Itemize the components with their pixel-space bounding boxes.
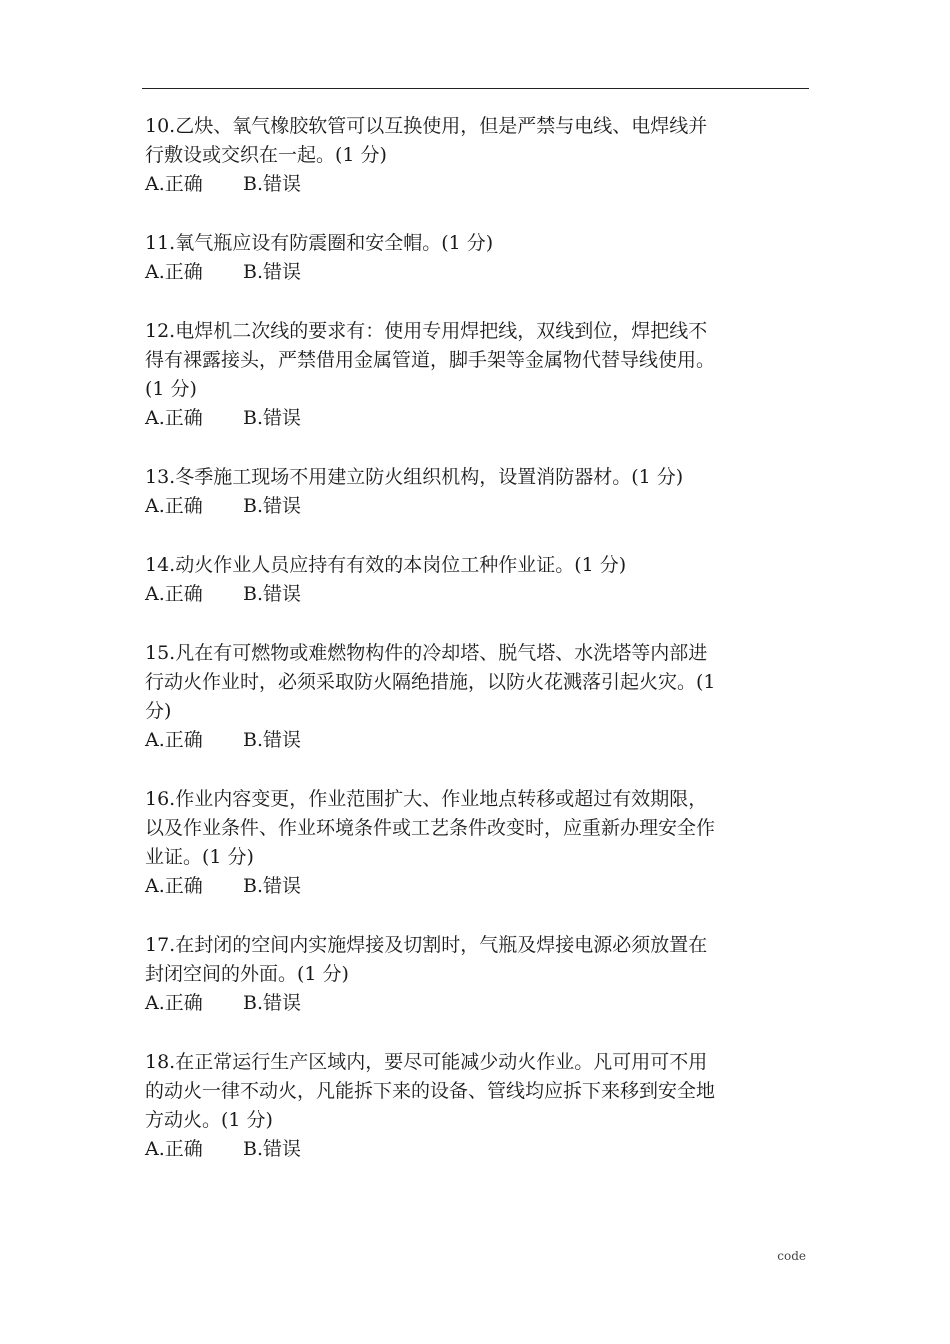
question-text-line: 18.在正常运行生产区域内，要尽可能减少动火作业。凡可用可不用 <box>145 1051 708 1073</box>
answer-options <box>145 726 813 755</box>
question-text-line: 12.电焊机二次线的要求有：使用专用焊把线，双线到位，焊把线不 <box>145 320 708 342</box>
option-a-correct[interactable]: A.正确 <box>145 407 203 429</box>
question-text-line: 得有裸露接头，严禁借用金属管道，脚手架等金属物代替导线使用。 <box>145 349 716 371</box>
answer-options <box>145 872 813 901</box>
option-b-wrong[interactable]: B.错误 <box>243 495 302 517</box>
question-text-line: 业证。(1 分) <box>145 846 254 868</box>
question-list <box>145 112 813 1194</box>
option-b-wrong[interactable]: B.错误 <box>243 407 302 429</box>
option-b-wrong[interactable]: B.错误 <box>243 1138 302 1160</box>
question-text-line: 11.氧气瓶应设有防震圈和安全帽。(1 分) <box>145 232 494 254</box>
option-b-wrong[interactable]: B.错误 <box>243 173 302 195</box>
answer-options <box>145 580 813 609</box>
option-b-wrong[interactable]: B.错误 <box>243 875 302 897</box>
option-a-correct[interactable]: A.正确 <box>145 173 203 195</box>
question-item <box>145 785 813 901</box>
header-rule <box>142 88 809 89</box>
option-b-wrong[interactable]: B.错误 <box>243 261 302 283</box>
question-text-line: 以及作业条件、作业环境条件或工艺条件改变时，应重新办理安全作 <box>145 817 716 839</box>
question-text-line: 16.作业内容变更，作业范围扩大、作业地点转移或超过有效期限， <box>145 788 708 810</box>
footer-code: code <box>777 1249 806 1263</box>
option-b-wrong[interactable]: B.错误 <box>243 992 302 1014</box>
question-text-line: 分) <box>145 700 172 722</box>
question-item <box>145 1048 813 1164</box>
answer-options <box>145 170 813 199</box>
question-item <box>145 229 813 287</box>
option-a-correct[interactable]: A.正确 <box>145 1138 203 1160</box>
question-text-line: 13.冬季施工现场不用建立防火组织机构，设置消防器材。(1 分) <box>145 466 684 488</box>
option-a-correct[interactable]: A.正确 <box>145 875 203 897</box>
question-item <box>145 551 813 609</box>
answer-options <box>145 492 813 521</box>
question-item <box>145 931 813 1018</box>
question-text-line: 封闭空间的外面。(1 分) <box>145 963 349 985</box>
option-b-wrong[interactable]: B.错误 <box>243 729 302 751</box>
question-text-line: 的动火一律不动火，凡能拆下来的设备、管线均应拆下来移到安全地 <box>145 1080 716 1102</box>
question-item <box>145 112 813 199</box>
question-item <box>145 463 813 521</box>
question-text-line: 15.凡在有可燃物或难燃物构件的冷却塔、脱气塔、水洗塔等内部进 <box>145 642 708 664</box>
option-a-correct[interactable]: A.正确 <box>145 495 203 517</box>
option-a-correct[interactable]: A.正确 <box>145 261 203 283</box>
question-text-line: (1 分) <box>145 378 197 400</box>
answer-options <box>145 1135 813 1164</box>
option-a-correct[interactable]: A.正确 <box>145 729 203 751</box>
question-text-line: 行敷设或交织在一起。(1 分) <box>145 144 387 166</box>
question-item <box>145 317 813 433</box>
question-item <box>145 639 813 755</box>
question-text-line: 行动火作业时，必须采取防火隔绝措施，以防火花溅落引起火灾。(1 <box>145 671 716 693</box>
option-a-correct[interactable]: A.正确 <box>145 992 203 1014</box>
option-b-wrong[interactable]: B.错误 <box>243 583 302 605</box>
answer-options <box>145 989 813 1018</box>
answer-options <box>145 404 813 433</box>
question-text-line: 17.在封闭的空间内实施焊接及切割时，气瓶及焊接电源必须放置在 <box>145 934 708 956</box>
question-text-line: 方动火。(1 分) <box>145 1109 273 1131</box>
question-text-line: 14.动火作业人员应持有有效的本岗位工种作业证。(1 分) <box>145 554 627 576</box>
answer-options <box>145 258 813 287</box>
question-text-line: 10.乙炔、氧气橡胶软管可以互换使用，但是严禁与电线、电焊线并 <box>145 115 708 137</box>
option-a-correct[interactable]: A.正确 <box>145 583 203 605</box>
